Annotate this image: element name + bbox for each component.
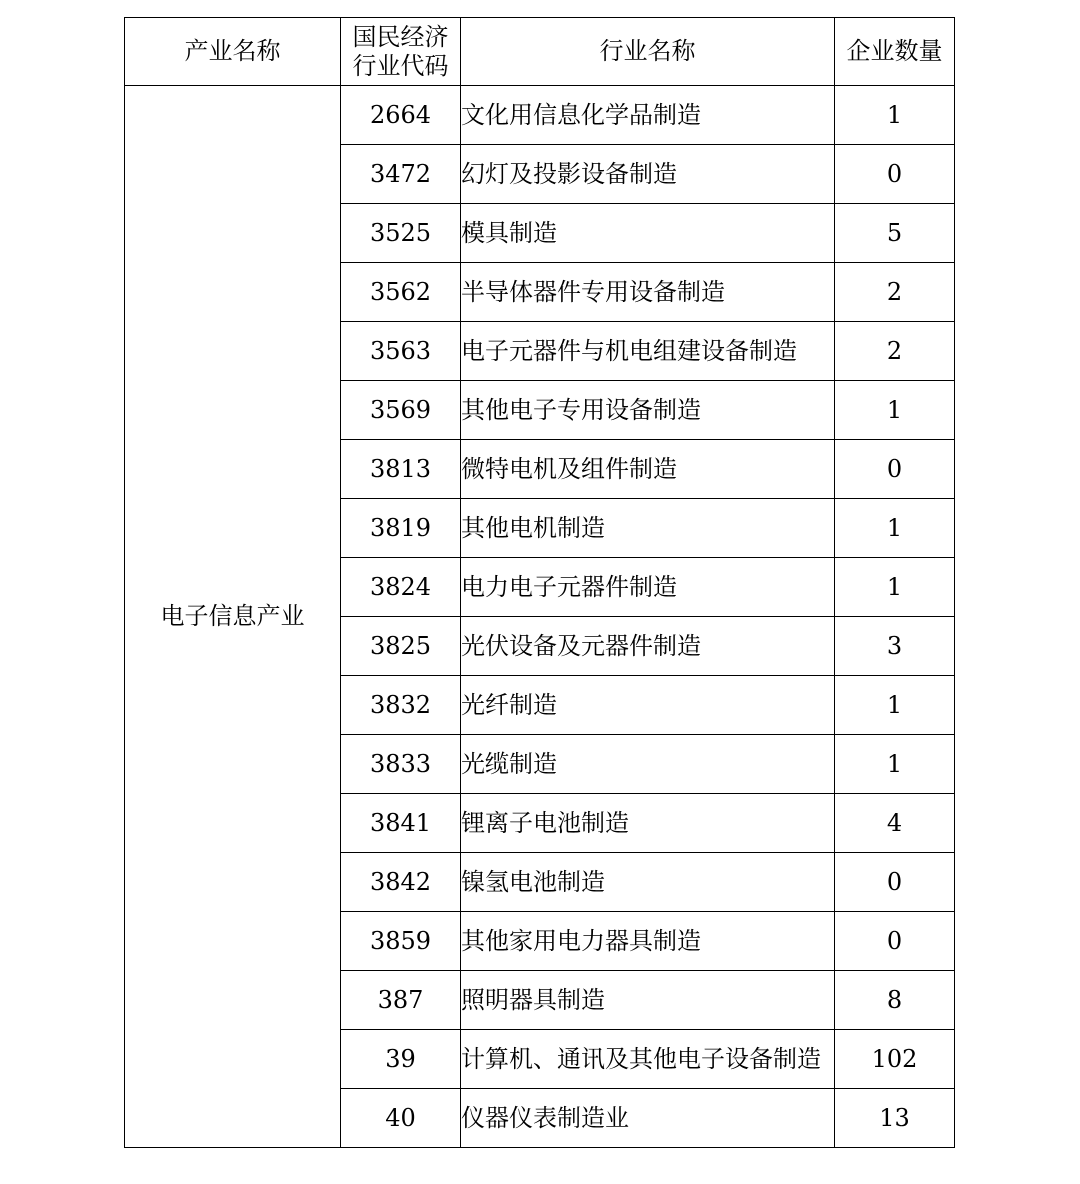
sector-name-cell: 锂离子电池制造 [461,794,835,853]
code-cell: 3819 [341,499,461,558]
header-code-line1: 国民经济 [352,22,449,51]
count-cell: 1 [835,381,955,440]
count-cell: 8 [835,971,955,1030]
count-cell: 4 [835,794,955,853]
code-cell: 3472 [341,145,461,204]
code-cell: 39 [341,1030,461,1089]
count-cell: 1 [835,558,955,617]
header-industry: 产业名称 [125,18,341,86]
count-cell: 2 [835,322,955,381]
header-count: 企业数量 [835,18,955,86]
count-cell: 0 [835,145,955,204]
count-cell: 0 [835,853,955,912]
code-cell: 40 [341,1089,461,1148]
count-cell: 1 [835,86,955,145]
table-row [125,86,955,145]
count-cell: 1 [835,735,955,794]
count-cell: 5 [835,204,955,263]
header-row [125,18,955,86]
code-cell: 3525 [341,204,461,263]
code-cell: 3562 [341,263,461,322]
code-cell: 3824 [341,558,461,617]
header-code [341,18,461,86]
code-cell: 3825 [341,617,461,676]
sector-name-cell: 光伏设备及元器件制造 [461,617,835,676]
count-cell: 3 [835,617,955,676]
count-cell: 1 [835,676,955,735]
count-cell: 13 [835,1089,955,1148]
sector-name-cell: 仪器仪表制造业 [461,1089,835,1148]
count-cell: 2 [835,263,955,322]
code-cell: 3859 [341,912,461,971]
sector-name-cell: 半导体器件专用设备制造 [461,263,835,322]
count-cell: 1 [835,499,955,558]
count-cell: 0 [835,440,955,499]
count-cell: 102 [835,1030,955,1089]
code-cell: 3841 [341,794,461,853]
sector-name-cell: 电力电子元器件制造 [461,558,835,617]
table-body [125,18,955,1148]
sector-name-cell: 幻灯及投影设备制造 [461,145,835,204]
sector-name-cell: 其他电子专用设备制造 [461,381,835,440]
sector-name-cell: 其他电机制造 [461,499,835,558]
code-cell: 3569 [341,381,461,440]
sector-name-cell: 电子元器件与机电组建设备制造 [461,322,835,381]
sector-name-cell: 光缆制造 [461,735,835,794]
code-cell: 2664 [341,86,461,145]
sector-name-cell: 镍氢电池制造 [461,853,835,912]
sector-name-cell: 光纤制造 [461,676,835,735]
sector-name-cell: 微特电机及组件制造 [461,440,835,499]
code-cell: 3833 [341,735,461,794]
sector-name-cell: 照明器具制造 [461,971,835,1030]
code-cell: 387 [341,971,461,1030]
sector-name-cell: 模具制造 [461,204,835,263]
count-cell: 0 [835,912,955,971]
code-cell: 3813 [341,440,461,499]
sector-name-cell: 其他家用电力器具制造 [461,912,835,971]
sector-name-cell: 计算机、通讯及其他电子设备制造 [461,1030,835,1089]
header-sector: 行业名称 [461,18,835,86]
code-cell: 3832 [341,676,461,735]
industry-table [124,17,955,1148]
sector-name-cell: 文化用信息化学品制造 [461,86,835,145]
industry-name-cell: 电子信息产业 [125,86,341,1148]
code-cell: 3563 [341,322,461,381]
code-cell: 3842 [341,853,461,912]
header-code-line2: 行业代码 [352,51,449,80]
